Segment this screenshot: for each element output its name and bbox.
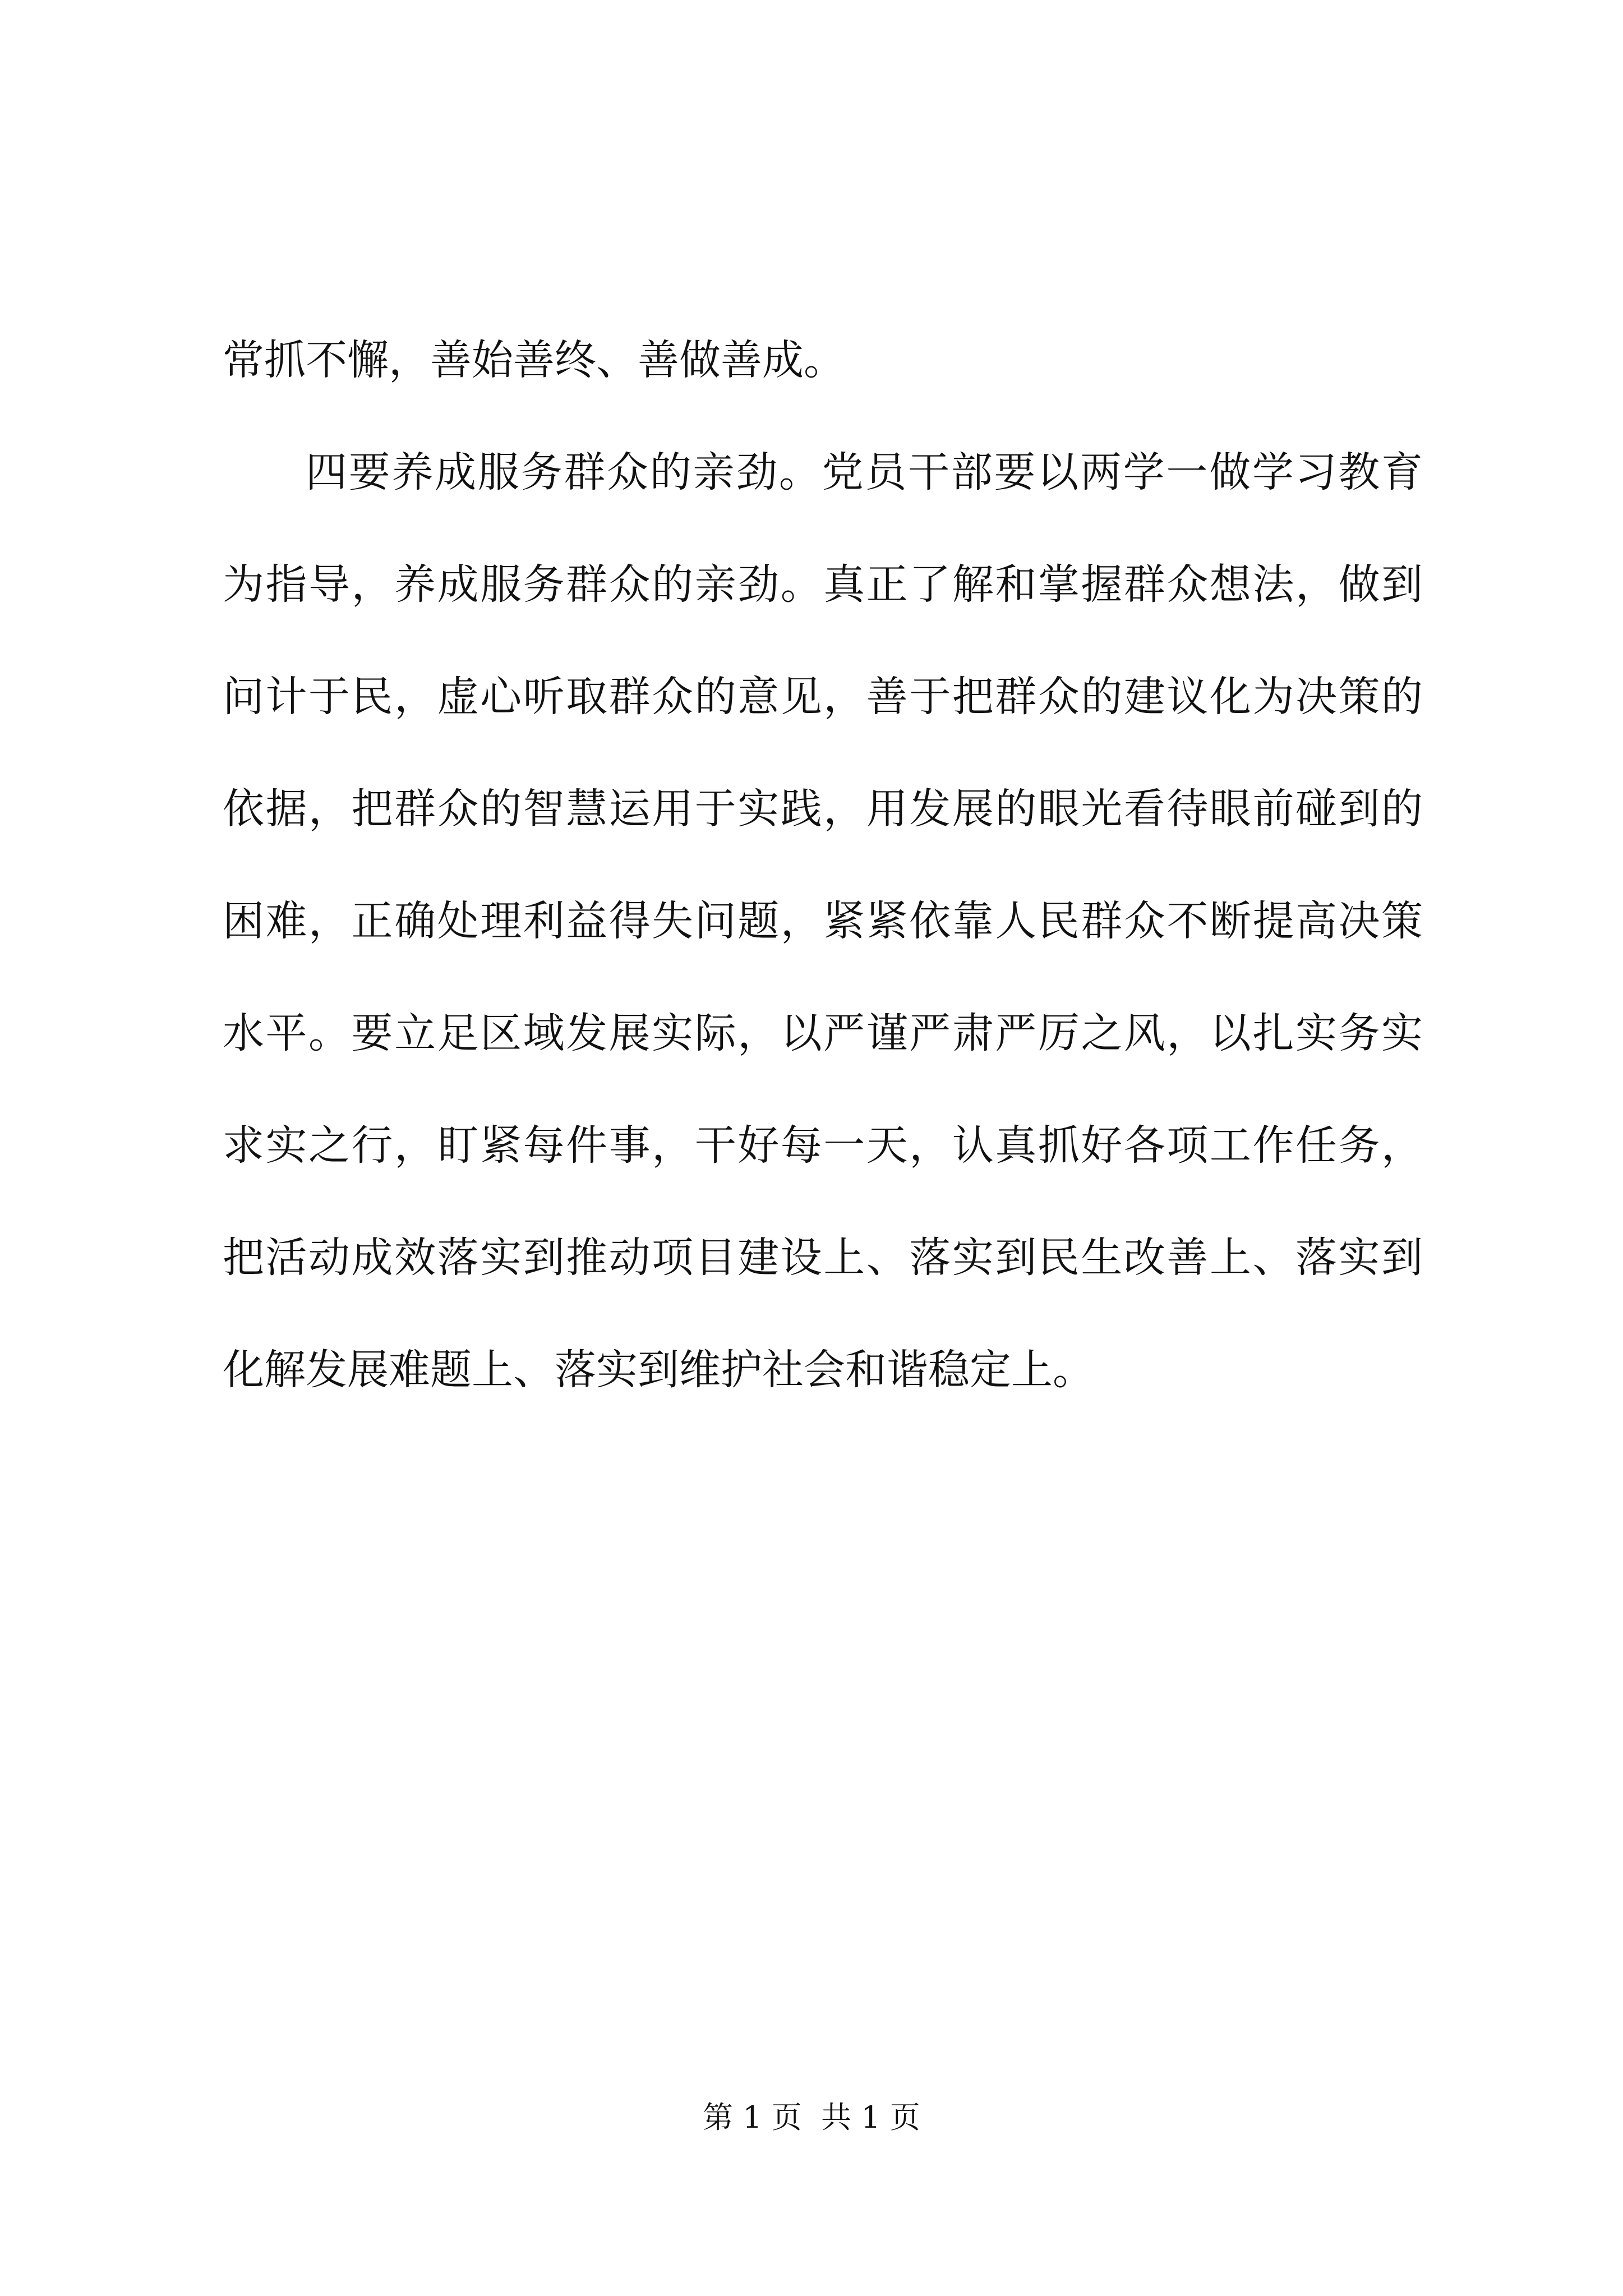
body-text [223, 304, 1423, 1426]
paragraph-2-line-4: 依据，把群众的智慧运用于实践，用发展的眼光看待眼前碰到的 [223, 785, 1423, 833]
paragraph-2-line-6: 水平。要立足区域发展实际，以严谨严肃严厉之风，以扎实务实 [223, 1009, 1423, 1057]
paragraph-2-line-9: 化解发展难题上、落实到维护社会和谐稳定上。 [223, 1346, 1094, 1394]
paragraph-2-line-5: 困难，正确处理利益得失问题，紧紧依靠人民群众不断提高决策 [223, 897, 1423, 945]
paragraph-2-line-3: 问计于民，虚心听取群众的意见，善于把群众的建议化为决策的 [223, 673, 1423, 721]
paragraph-2-line-1: 四要养成服务群众的亲劲。党员干部要以两学一做学习教育 [306, 448, 1423, 496]
page-number-label: 第 1 页 共 1 页 [703, 2100, 920, 2135]
paragraph-2-line-2: 为指导，养成服务群众的亲劲。真正了解和掌握群众想法，做到 [223, 560, 1423, 609]
paragraph-2-line-7: 求实之行，盯紧每件事，干好每一天，认真抓好各项工作任务， [223, 1121, 1423, 1170]
page-footer [0, 2095, 1623, 2140]
paragraph-2-line-8: 把活动成效落实到推动项目建设上、落实到民生改善上、落实到 [223, 1234, 1423, 1282]
paragraph-1-line-1: 常抓不懈，善始善终、善做善成。 [223, 336, 845, 384]
